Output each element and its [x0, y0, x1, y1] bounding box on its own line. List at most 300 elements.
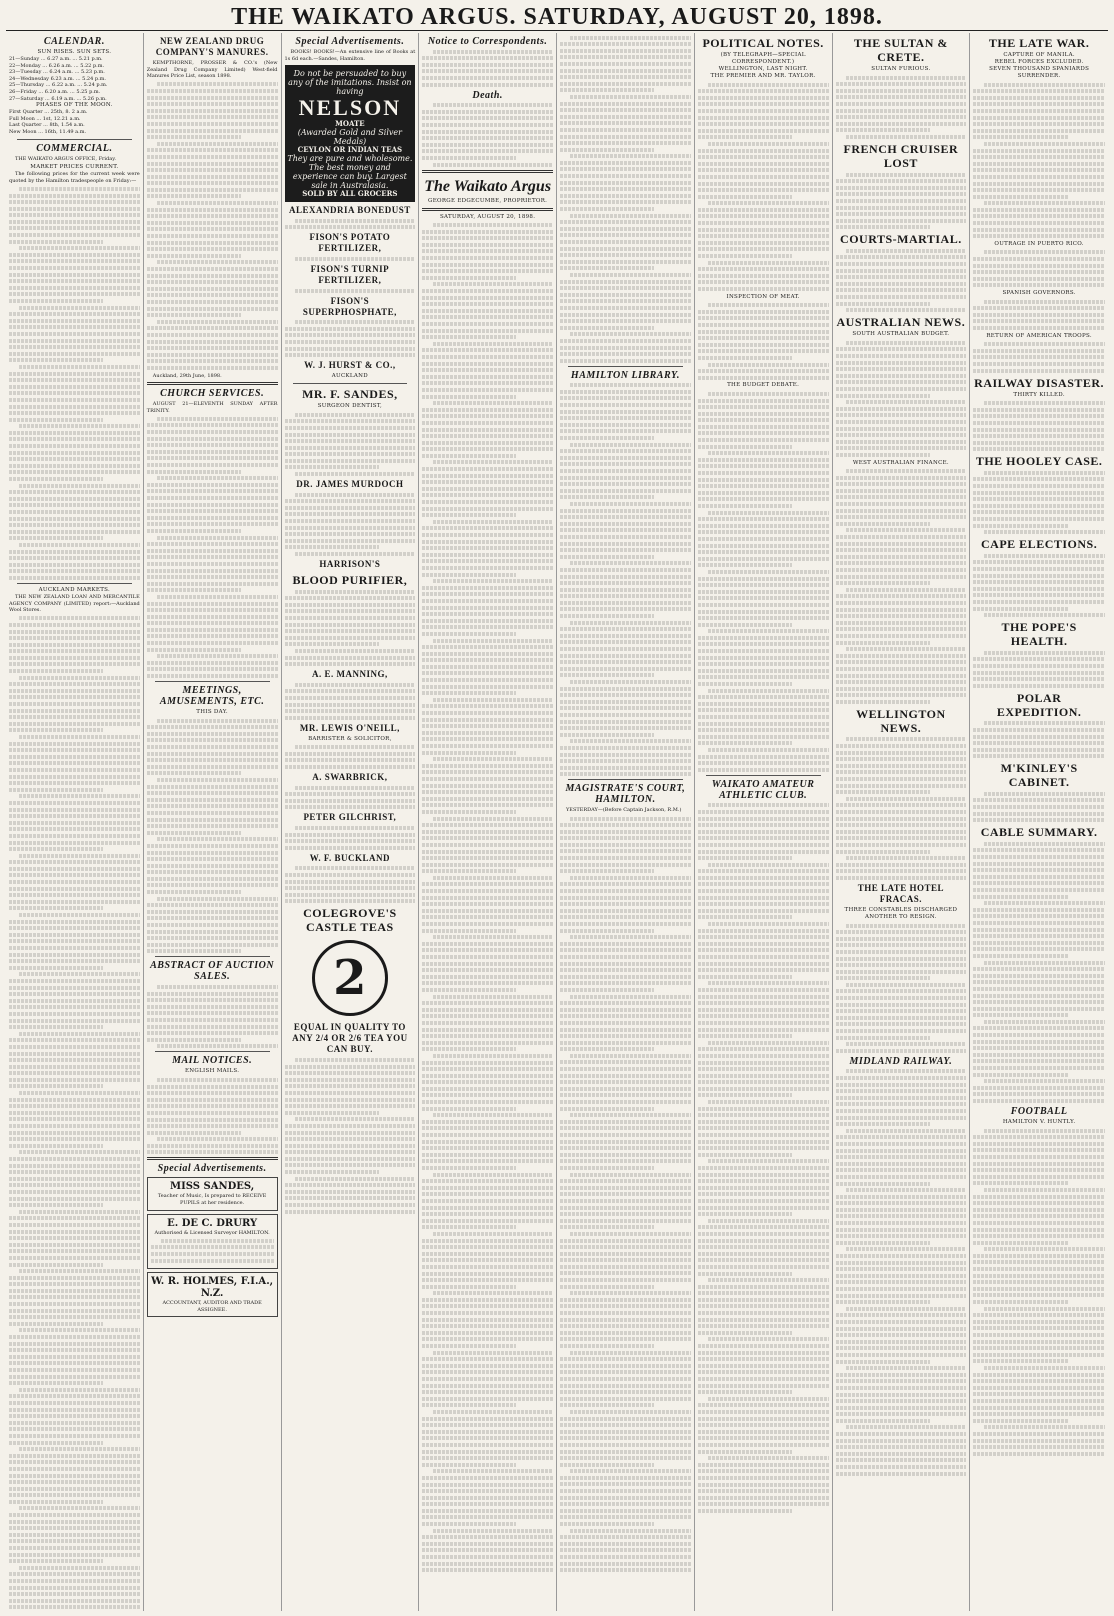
text-line	[708, 1159, 828, 1163]
text-line	[836, 361, 967, 365]
text-line	[560, 55, 691, 59]
text-line	[422, 493, 553, 497]
text-line	[836, 1214, 967, 1218]
text-line	[560, 968, 691, 972]
text-line	[973, 748, 1105, 752]
text-line	[19, 424, 139, 428]
text-line	[698, 1285, 829, 1289]
text-line	[9, 689, 140, 693]
text-line	[422, 1074, 553, 1078]
body-text	[973, 300, 1105, 330]
text-line	[708, 83, 828, 87]
text-line	[560, 1245, 691, 1249]
premier-heading: THE PREMIER AND MR. TAYLOR.	[710, 73, 816, 79]
text-line	[147, 745, 278, 749]
text-line	[285, 499, 416, 503]
text-line	[973, 214, 1105, 218]
text-line	[973, 1452, 1105, 1456]
text-line	[560, 1298, 691, 1302]
text-line	[285, 1150, 416, 1154]
text-line	[422, 355, 553, 359]
text-line	[422, 1041, 553, 1045]
text-line	[560, 1093, 691, 1097]
text-line	[836, 1472, 967, 1476]
text-line	[422, 1192, 553, 1196]
text-line	[973, 664, 1105, 668]
text-line	[836, 1393, 967, 1397]
text-line	[560, 733, 654, 737]
calendar-row: 24—Wednesday 6.23 a.m. ... 5.24 p.m.	[9, 75, 107, 82]
text-line	[560, 1318, 691, 1322]
text-line	[698, 491, 829, 495]
body-text	[285, 866, 416, 903]
text-line	[433, 1351, 553, 1355]
text-line	[422, 784, 553, 788]
text-line	[9, 1368, 140, 1372]
body-text	[973, 471, 1105, 534]
text-line	[836, 347, 967, 351]
text-line	[147, 628, 278, 632]
text-line	[422, 447, 553, 451]
text-line	[9, 1592, 140, 1596]
church-text: AUGUST 21—ELEVENTH SUNDAY AFTER TRINITY.	[146, 401, 278, 414]
text-line	[846, 1307, 966, 1311]
text-line	[560, 1179, 691, 1183]
gilchrist-name: PETER GILCHRIST,	[303, 812, 397, 823]
text-line	[9, 233, 140, 237]
text-line	[422, 744, 553, 748]
text-line	[698, 735, 829, 739]
text-line	[984, 300, 1105, 304]
fisons-turnip: FISON'S TURNIP FERTILIZER,	[310, 263, 390, 285]
body-text	[285, 683, 416, 720]
text-line	[560, 313, 691, 317]
text-line	[836, 608, 967, 612]
text-line	[698, 850, 829, 854]
text-line	[422, 1324, 553, 1328]
text-line	[9, 200, 140, 204]
text-line	[9, 847, 103, 851]
text-line	[846, 647, 966, 651]
text-line	[698, 122, 829, 126]
text-line	[973, 928, 1105, 932]
text-line	[147, 916, 278, 920]
text-line	[698, 445, 792, 449]
text-line	[836, 1149, 967, 1153]
text-line	[560, 1192, 691, 1196]
text-line	[285, 1137, 416, 1141]
text-line	[422, 348, 553, 352]
calendar-heading: CALENDAR.	[43, 36, 105, 47]
text-line	[9, 906, 103, 910]
text-line	[973, 607, 1068, 611]
text-line	[560, 1562, 691, 1566]
text-line	[147, 641, 278, 645]
text-line	[973, 1241, 1068, 1245]
column-2	[144, 33, 282, 1611]
text-line	[9, 536, 103, 540]
text-line	[846, 400, 966, 404]
text-line	[698, 175, 829, 179]
text-line	[9, 477, 103, 481]
text-line	[973, 313, 1105, 317]
text-line	[422, 942, 553, 946]
text-line	[698, 1324, 829, 1328]
text-line	[846, 797, 966, 801]
text-line	[295, 1117, 415, 1121]
text-line	[560, 456, 691, 460]
text-line	[846, 1042, 966, 1046]
text-line	[422, 1489, 553, 1493]
text-line	[698, 497, 829, 501]
text-line	[973, 135, 1068, 139]
text-line	[560, 856, 691, 860]
body-text	[422, 223, 553, 1572]
text-line	[285, 1157, 416, 1161]
text-line	[836, 1135, 967, 1139]
text-line	[422, 1199, 553, 1203]
text-line	[973, 270, 1105, 274]
text-line	[973, 1267, 1105, 1271]
text-line	[147, 522, 278, 526]
text-line	[836, 262, 967, 266]
text-line	[836, 82, 967, 86]
political-heading: POLITICAL NOTES.	[702, 36, 824, 50]
text-line	[698, 1014, 829, 1018]
text-line	[836, 614, 967, 618]
text-line	[9, 1038, 140, 1042]
text-line	[147, 102, 278, 106]
text-line	[560, 753, 691, 757]
text-line	[422, 671, 553, 675]
text-line	[698, 817, 829, 821]
text-line	[698, 1377, 829, 1381]
proprietor: GEORGE EDGECUMBE, PROPRIETOR.	[428, 197, 548, 204]
war-sub: CAPTURE OF MANILA.	[1003, 52, 1075, 58]
text-line	[147, 274, 278, 278]
text-line	[973, 587, 1105, 591]
text-line	[422, 408, 553, 412]
text-line	[147, 818, 278, 822]
text-line	[9, 431, 140, 435]
moon-row: New Moon ... 16th, 11.49 a.m.	[9, 128, 87, 135]
column-3	[282, 33, 420, 1611]
text-line	[9, 880, 140, 884]
text-line	[147, 437, 278, 441]
football-heading: FOOTBALL	[1010, 1106, 1068, 1117]
text-line	[422, 243, 553, 247]
text-line	[984, 401, 1105, 405]
oneill-name: MR. LEWIS O'NEILL,	[299, 722, 400, 733]
text-line	[285, 1098, 416, 1102]
text-line	[698, 1061, 829, 1065]
text-line	[422, 559, 553, 563]
text-line	[836, 1261, 967, 1265]
text-line	[698, 810, 829, 814]
text-line	[698, 1173, 829, 1177]
text-line	[9, 1441, 103, 1445]
text-line	[570, 95, 690, 99]
text-line	[836, 288, 967, 292]
text-line	[285, 833, 416, 837]
drug-text: KEMPTHORNE, PROSSER & CO.'s (New Zealand Drug Company Limited) West-field Manures Price List, season 1898.	[146, 60, 278, 80]
text-line	[698, 1502, 829, 1506]
text-line	[147, 732, 278, 736]
text-line	[973, 408, 1105, 412]
drug-footer: Auckland, 29th June, 1898.	[152, 372, 222, 379]
text-line	[147, 870, 278, 874]
text-line	[698, 610, 829, 614]
text-line	[285, 459, 416, 463]
text-line	[285, 1124, 416, 1128]
text-line	[9, 1579, 140, 1583]
text-line	[560, 181, 691, 185]
text-line	[973, 1201, 1105, 1205]
political-place: WELLINGTON, LAST NIGHT.	[718, 66, 808, 72]
text-line	[708, 863, 828, 867]
text-line	[9, 1124, 140, 1128]
text-line	[698, 267, 829, 271]
football-sub: HAMILTON V. HUNTLY.	[1002, 1119, 1076, 1125]
text-line	[560, 319, 691, 323]
text-line	[19, 1566, 139, 1570]
text-line	[560, 1482, 691, 1486]
text-line	[973, 1326, 1105, 1330]
text-line	[836, 1412, 967, 1416]
text-line	[973, 934, 1105, 938]
text-line	[422, 116, 553, 120]
text-line	[984, 1129, 1105, 1133]
text-line	[560, 1311, 691, 1315]
text-line	[698, 1463, 829, 1467]
text-line	[836, 770, 967, 774]
text-line	[973, 1168, 1105, 1172]
text-line	[708, 1337, 828, 1341]
text-line	[422, 810, 516, 814]
text-line	[9, 715, 140, 719]
text-line	[157, 897, 277, 901]
text-line	[285, 545, 379, 549]
text-line	[422, 573, 516, 577]
body-text	[560, 383, 691, 776]
text-line	[973, 812, 1105, 816]
text-line	[698, 96, 829, 100]
text-line	[560, 1463, 654, 1467]
text-line	[984, 651, 1105, 655]
text-line	[973, 1013, 1068, 1017]
text-line	[147, 181, 278, 185]
body-text	[836, 1069, 967, 1475]
text-line	[973, 1142, 1105, 1146]
text-line	[560, 161, 691, 165]
text-line	[836, 687, 967, 691]
text-line	[422, 929, 516, 933]
text-line	[147, 333, 278, 337]
text-line	[570, 1529, 690, 1533]
text-line	[285, 353, 416, 357]
text-line	[973, 1000, 1105, 1004]
text-line	[698, 636, 829, 640]
moon-heading: PHASES OF THE MOON.	[36, 102, 113, 109]
text-line	[9, 755, 140, 759]
text-line	[836, 660, 967, 664]
body-text	[698, 83, 829, 291]
text-line	[698, 221, 829, 225]
text-line	[560, 1265, 691, 1269]
text-line	[285, 805, 416, 809]
text-line	[984, 471, 1105, 475]
text-line	[836, 1287, 967, 1291]
text-line	[147, 326, 278, 330]
text-line	[836, 367, 967, 371]
text-line	[698, 889, 829, 893]
text-line	[698, 1304, 829, 1308]
text-line	[560, 555, 654, 559]
text-line	[147, 569, 278, 573]
text-line	[285, 629, 416, 633]
text-line	[708, 1456, 828, 1460]
text-line	[147, 549, 278, 553]
text-line	[708, 803, 828, 807]
text-line	[984, 792, 1105, 796]
text-line	[285, 596, 416, 600]
text-line	[836, 225, 930, 229]
text-line	[422, 1285, 516, 1289]
text-line	[836, 1175, 967, 1179]
nelson-sub: MOATE	[335, 119, 365, 129]
text-line	[147, 162, 278, 166]
text-line	[560, 627, 691, 631]
text-line	[147, 1111, 278, 1115]
text-line	[836, 1182, 930, 1186]
text-line	[9, 437, 140, 441]
text-line	[422, 902, 553, 906]
text-line	[836, 1109, 967, 1113]
text-line	[973, 1059, 1105, 1063]
text-line	[9, 1526, 140, 1530]
text-line	[560, 135, 691, 139]
text-line	[9, 1460, 140, 1464]
text-line	[698, 708, 829, 712]
text-line	[560, 1430, 691, 1434]
colegrove-title: COLEGROVE'S CASTLE TEAS	[303, 906, 397, 935]
text-line	[9, 662, 140, 666]
text-line	[973, 1234, 1105, 1238]
text-line	[147, 366, 278, 370]
text-line	[570, 273, 690, 277]
text-line	[560, 693, 691, 697]
moon-row: First Quarter ... 25th, 8. 2 a.m.	[9, 109, 88, 116]
text-line	[560, 915, 691, 919]
text-line	[698, 356, 792, 360]
text-line	[422, 1265, 553, 1269]
text-line	[698, 1001, 829, 1005]
text-line	[560, 581, 691, 585]
text-line	[560, 194, 691, 198]
text-line	[147, 470, 241, 474]
text-line	[973, 914, 1105, 918]
text-line	[9, 808, 140, 812]
text-line	[422, 1509, 553, 1513]
text-line	[973, 168, 1105, 172]
text-line	[422, 1179, 553, 1183]
text-line	[698, 208, 829, 212]
text-line	[147, 771, 241, 775]
body-text	[698, 303, 829, 380]
text-line	[560, 75, 691, 79]
text-line	[973, 1445, 1105, 1449]
text-line	[9, 1586, 140, 1590]
text-line	[560, 869, 654, 873]
text-line	[570, 1232, 690, 1236]
text-line	[560, 535, 691, 539]
text-line	[560, 49, 691, 53]
text-line	[698, 228, 829, 232]
text-line	[836, 1089, 967, 1093]
text-line	[698, 162, 829, 166]
market-text: The following prices for the current week were quoted by the Hamilton tradespeople on Friday:—	[9, 171, 140, 184]
text-line	[422, 414, 553, 418]
text-line	[147, 1085, 278, 1089]
text-line	[433, 817, 553, 821]
text-line	[560, 1489, 691, 1493]
text-line	[9, 1019, 140, 1023]
text-line	[285, 1111, 379, 1115]
text-line	[433, 579, 553, 583]
text-line	[973, 735, 1105, 739]
text-line	[422, 566, 553, 570]
text-line	[560, 1186, 691, 1190]
text-line	[570, 817, 690, 821]
text-line	[433, 876, 553, 880]
text-line	[147, 831, 241, 835]
text-line	[973, 1208, 1105, 1212]
text-line	[422, 1542, 553, 1546]
text-line	[560, 260, 691, 264]
calendar-row: 26—Friday ... 6.20 a.m. ... 5.25 p.m.	[9, 88, 101, 95]
text-line	[836, 784, 967, 788]
text-line	[9, 279, 140, 283]
text-line	[422, 1417, 553, 1421]
text-line	[698, 336, 829, 340]
text-line	[698, 1417, 829, 1421]
text-line	[9, 517, 140, 521]
text-line	[698, 1318, 829, 1322]
text-line	[560, 482, 691, 486]
text-line	[560, 981, 691, 985]
text-line	[147, 936, 278, 940]
text-line	[147, 851, 278, 855]
text-line	[698, 1272, 792, 1276]
text-line	[9, 226, 140, 230]
text-line	[422, 467, 553, 471]
text-line	[147, 562, 278, 566]
text-line	[9, 761, 140, 765]
text-line	[560, 128, 691, 132]
text-line	[433, 342, 553, 346]
text-line	[433, 282, 553, 286]
text-line	[285, 752, 416, 756]
text-line	[560, 962, 691, 966]
text-line	[708, 748, 828, 752]
text-line	[157, 1044, 277, 1048]
text-line	[973, 129, 1105, 133]
text-line	[147, 575, 278, 579]
text-line	[698, 149, 829, 153]
text-line	[19, 1210, 139, 1214]
text-line	[836, 1406, 967, 1410]
body-text	[836, 341, 967, 457]
